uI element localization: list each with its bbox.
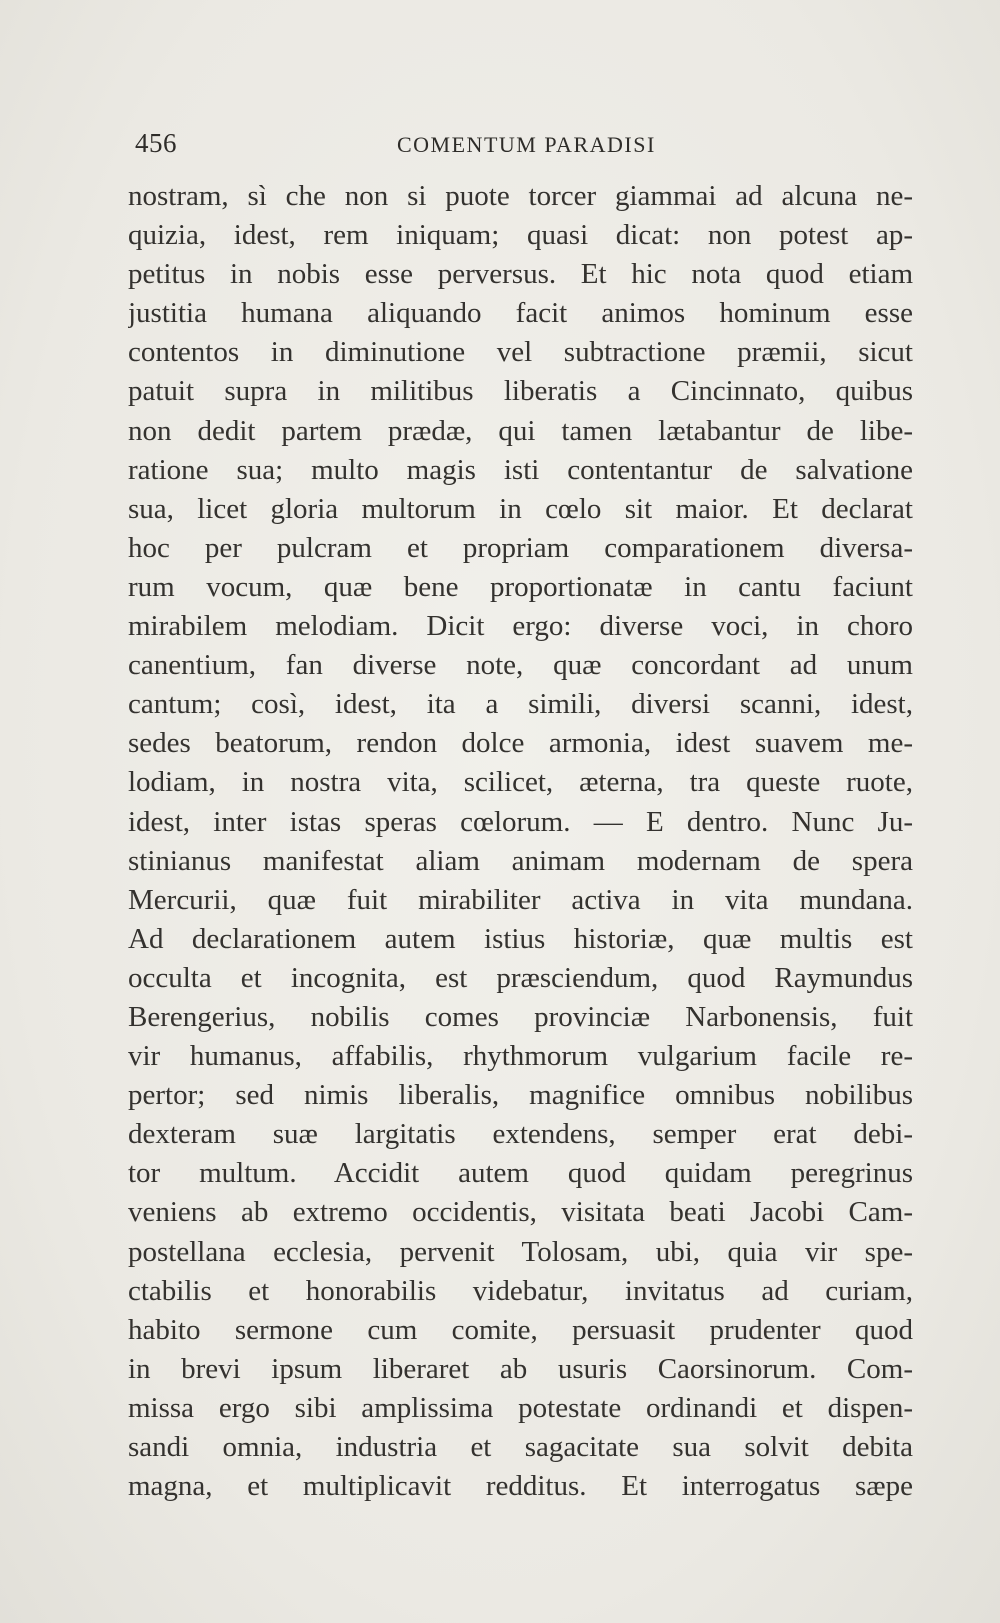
text-line: vir humanus, affabilis, rhythmorum vulgarium facile re- [128,1040,913,1073]
text-line: missa ergo sibi amplissima potestate ordinandi et dispen- [128,1391,913,1424]
text-line: pertor; sed nimis liberalis, magnifice omnibus nobilibus [128,1079,913,1112]
text-line: postellana ecclesia, pervenit Tolosam, ubi, quia vir spe- [128,1235,913,1268]
text-line: idest, inter istas speras cœlorum. — E dentro. Nunc Ju- [128,805,913,838]
text-line: habito sermone cum comite, persuasit prudenter quod [128,1313,913,1346]
text-line: veniens ab extremo occidentis, visitata beati Jacobi Cam- [128,1196,913,1229]
text-line: hoc per pulcram et propriam comparationem diversa- [128,531,913,564]
text-line: occulta et incognita, est præsciendum, quod Raymundus [128,961,913,994]
text-line: canentium, fan diverse note, quæ concordant ad unum [128,649,913,682]
text-line: quizia, idest, rem iniquam; quasi dicat: non potest ap- [128,219,913,252]
text-line: stinianus manifestat aliam animam modernam de spera [128,844,913,877]
text-line: Mercurii, quæ fuit mirabiliter activa in vita mundana. [128,883,913,916]
text-line: non dedit partem prædæ, qui tamen lætabantur de libe- [128,414,913,447]
page-number: 456 [135,128,177,158]
text-line: magna, et multiplicavit redditus. Et interrogatus sæpe [128,1470,913,1503]
text-line: Ad declarationem autem istius historiæ, quæ multis est [128,922,913,955]
body-text [128,177,913,1506]
text-line: nostram, sì che non si puote torcer giammai ad alcuna ne- [128,180,913,212]
text-line: contentos in diminutione vel subtractione præmii, sicut [128,336,913,369]
text-line: lodiam, in nostra vita, scilicet, æterna, tra queste ruote, [128,766,913,799]
text-line: sandi omnia, industria et sagacitate sua solvit debita [128,1431,913,1463]
text-line: sua, licet gloria multorum in cœlo sit maior. Et declarat [128,492,913,525]
text-line: Berengerius, nobilis comes provinciæ Narbonensis, fuit [128,1000,913,1033]
page-header [135,128,910,162]
text-line: sedes beatorum, rendon dolce armonia, idest suavem me- [128,727,913,760]
text-line: petitus in nobis esse perversus. Et hic nota quod etiam [128,258,913,291]
text-line: mirabilem melodiam. Dicit ergo: diverse voci, in choro [128,610,913,643]
text-line: tor multum. Accidit autem quod quidam peregrinus [128,1157,913,1190]
text-line: patuit supra in militibus liberatis a Cincinnato, quibus [128,375,913,408]
text-line: dexteram suæ largitatis extendens, semper erat debi- [128,1118,913,1151]
running-head: COMENTUM PARADISI [397,132,656,157]
text-line: ctabilis et honorabilis videbatur, invitatus ad curiam, [128,1274,913,1307]
text-line: ratione sua; multo magis isti contentantur de salvatione [128,453,913,486]
text-line: in brevi ipsum liberaret ab usuris Caorsinorum. Com- [128,1352,913,1385]
text-line: justitia humana aliquando facit animos hominum esse [128,297,913,330]
text-line: rum vocum, quæ bene proportionatæ in cantu faciunt [128,570,913,603]
text-line: cantum; così, idest, ita a simili, diversi scanni, idest, [128,688,913,721]
